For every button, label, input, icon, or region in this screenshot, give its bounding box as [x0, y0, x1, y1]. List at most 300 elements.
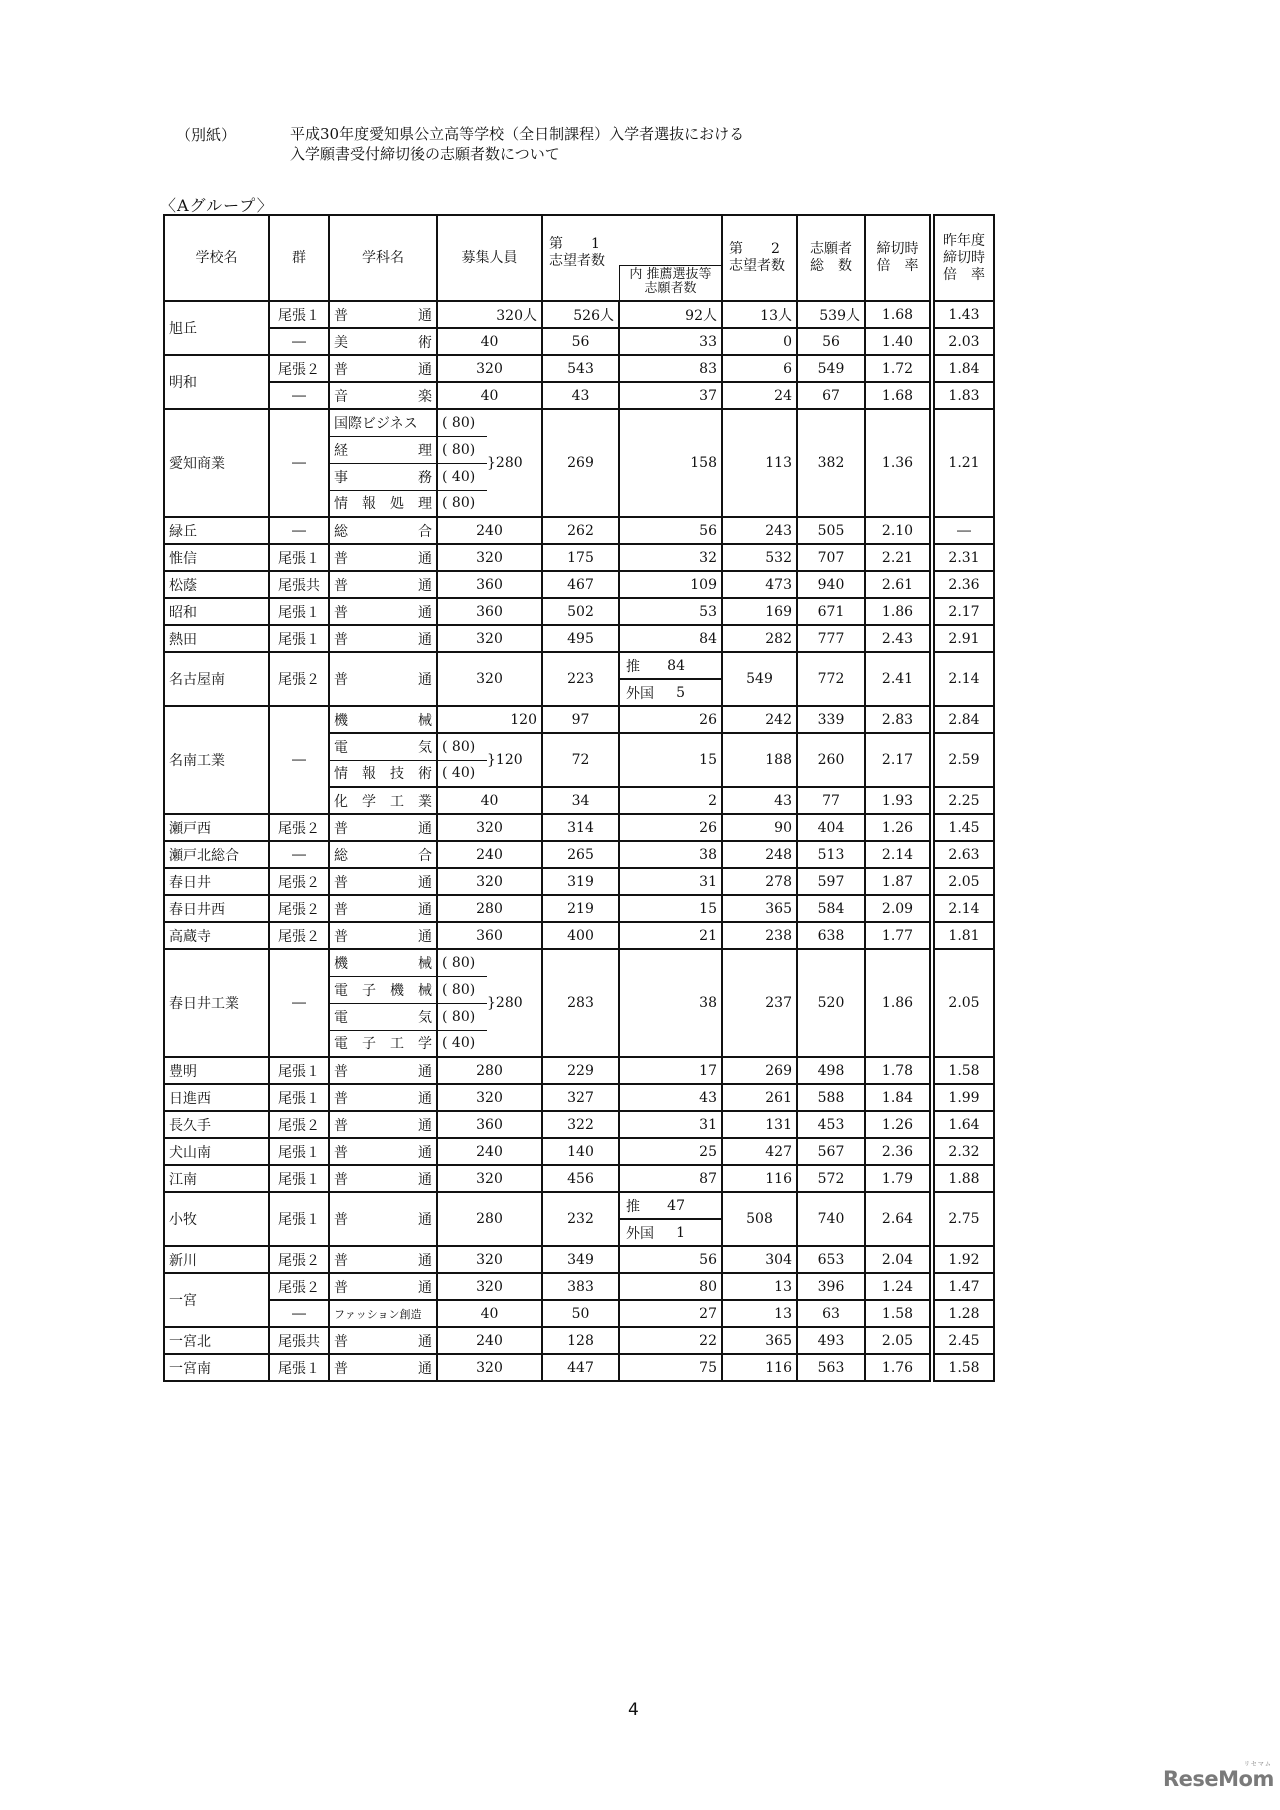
- table-row: [164, 922, 994, 949]
- school-name: 愛知商業: [164, 409, 269, 517]
- gun: 尾張１: [269, 301, 329, 328]
- header-row: [164, 215, 994, 301]
- recommend-foreign: 外国 1: [620, 1218, 721, 1245]
- first-choice: 269: [542, 409, 619, 517]
- col-first-choice: [542, 215, 722, 301]
- last-year-rate: 2.75: [932, 1192, 994, 1246]
- col-total: [797, 215, 865, 301]
- first-choice: 128: [542, 1327, 619, 1354]
- second-choice: 532: [722, 544, 797, 571]
- capacity: 320: [437, 544, 542, 571]
- recommend: 15: [619, 733, 722, 787]
- capacity: 360: [437, 1111, 542, 1138]
- last-year-rate: ―: [932, 517, 994, 544]
- table-row: [164, 706, 994, 733]
- rate: 1.26: [865, 814, 932, 841]
- school-name: 一宮南: [164, 1354, 269, 1381]
- total: 56: [797, 328, 865, 355]
- capacity: 320: [437, 1246, 542, 1273]
- dept: 情 報 技 術: [329, 760, 437, 787]
- dept: 普 通: [329, 1327, 437, 1354]
- capacity: 320: [437, 1165, 542, 1192]
- first-choice: 327: [542, 1084, 619, 1111]
- total: 653: [797, 1246, 865, 1273]
- total: 671: [797, 598, 865, 625]
- table-row: [164, 544, 994, 571]
- total: 597: [797, 868, 865, 895]
- school-name: 江南: [164, 1165, 269, 1192]
- second-choice: 188: [722, 733, 797, 787]
- dept-capacity: ( 80): [437, 1003, 487, 1030]
- rate: 1.68: [865, 301, 932, 328]
- total: 563: [797, 1354, 865, 1381]
- capacity: 240: [437, 1138, 542, 1165]
- gun: ―: [269, 1300, 329, 1327]
- second-bottom: 志望者数: [729, 258, 785, 274]
- logo-kana: リセマム: [1243, 1761, 1272, 1768]
- total: 77: [797, 787, 865, 814]
- brace-icon: }: [487, 752, 496, 768]
- rate: 2.64: [865, 1192, 932, 1246]
- last-year-rate: 2.59: [932, 733, 994, 787]
- table-row: [164, 1246, 994, 1273]
- dept: 美 術: [329, 328, 437, 355]
- first-choice: 140: [542, 1138, 619, 1165]
- capacity: }280: [487, 949, 542, 1057]
- table-row: [164, 1165, 994, 1192]
- school-name: 熱田: [164, 625, 269, 652]
- first-choice: 175: [542, 544, 619, 571]
- school-name: 昭和: [164, 598, 269, 625]
- first-choice-top: 第 1: [549, 236, 600, 252]
- last-year-rate: 2.45: [932, 1327, 994, 1354]
- second-choice: 24: [722, 382, 797, 409]
- dept: 普 通: [329, 868, 437, 895]
- dept-capacity: ( 80): [437, 949, 487, 976]
- school-name: 瀬戸西: [164, 814, 269, 841]
- dept: 普 通: [329, 1246, 437, 1273]
- dept: 普 通: [329, 922, 437, 949]
- rate: 1.79: [865, 1165, 932, 1192]
- dept: ファッション創造: [329, 1300, 437, 1327]
- capacity: 240: [437, 841, 542, 868]
- total: 638: [797, 922, 865, 949]
- rate: 2.10: [865, 517, 932, 544]
- brace-icon: }: [487, 455, 496, 471]
- first-choice: 223: [542, 652, 619, 706]
- table-row: [164, 1354, 994, 1381]
- second-choice: 0: [722, 328, 797, 355]
- last-year-rate: 1.81: [932, 922, 994, 949]
- second-choice: 304: [722, 1246, 797, 1273]
- second-choice: 169: [722, 598, 797, 625]
- first-choice: 283: [542, 949, 619, 1057]
- second-choice: 90: [722, 814, 797, 841]
- recommend: 75: [619, 1354, 722, 1381]
- total: 572: [797, 1165, 865, 1192]
- recommend: 43: [619, 1084, 722, 1111]
- rate: 1.86: [865, 598, 932, 625]
- dept-capacity: ( 80): [437, 733, 487, 760]
- last-year-rate: 2.05: [932, 949, 994, 1057]
- first-choice: 447: [542, 1354, 619, 1381]
- capacity: 240: [437, 517, 542, 544]
- first-choice: 383: [542, 1273, 619, 1300]
- total-top: 志願者: [810, 241, 852, 257]
- capacity: 320: [437, 1354, 542, 1381]
- second-choice: 43: [722, 787, 797, 814]
- gun: 尾張２: [269, 355, 329, 382]
- capacity: 40: [437, 787, 542, 814]
- rate: 1.24: [865, 1273, 932, 1300]
- capacity: 280: [437, 895, 542, 922]
- second-choice: 261: [722, 1084, 797, 1111]
- second-choice: 365: [722, 1327, 797, 1354]
- capacity: 320: [437, 355, 542, 382]
- table-row: [164, 382, 994, 409]
- recommend: 83: [619, 355, 722, 382]
- first-choice: 97: [542, 706, 619, 733]
- first-choice: 34: [542, 787, 619, 814]
- recommend: 87: [619, 1165, 722, 1192]
- recommend: 38: [619, 841, 722, 868]
- table-row: [164, 1138, 994, 1165]
- second-choice: 549: [722, 652, 797, 706]
- rate: 1.36: [865, 409, 932, 517]
- total: 382: [797, 409, 865, 517]
- first-choice: 229: [542, 1057, 619, 1084]
- dept: 情 報 処 理: [329, 490, 437, 517]
- dept: 普 通: [329, 1057, 437, 1084]
- table-row: [164, 895, 994, 922]
- second-top: 第 2: [729, 241, 780, 257]
- recommend-split: [619, 1192, 722, 1246]
- school-name: 惟信: [164, 544, 269, 571]
- second-choice: 269: [722, 1057, 797, 1084]
- table-row: [164, 301, 994, 328]
- school-name: 日進西: [164, 1084, 269, 1111]
- gun: ―: [269, 949, 329, 1057]
- last-year-rate: 1.21: [932, 409, 994, 517]
- school-name: 長久手: [164, 1111, 269, 1138]
- last-year-rate: 2.25: [932, 787, 994, 814]
- dept: 普 通: [329, 652, 437, 706]
- first-choice: 349: [542, 1246, 619, 1273]
- title-line-2: 入学願書受付締切後の志願者数について: [290, 145, 560, 163]
- dept: 機 械: [329, 706, 437, 733]
- gun: 尾張２: [269, 1273, 329, 1300]
- gun: 尾張１: [269, 1192, 329, 1246]
- total: 404: [797, 814, 865, 841]
- col-dept: 学科名: [329, 215, 437, 301]
- last-year-rate: 1.64: [932, 1111, 994, 1138]
- table-row: [164, 868, 994, 895]
- recommend: 31: [619, 1111, 722, 1138]
- recommend: 92人: [619, 301, 722, 328]
- table-row: [164, 1111, 994, 1138]
- col-second-choice: [722, 215, 797, 301]
- col-school: 学校名: [164, 215, 269, 301]
- recommend: 32: [619, 544, 722, 571]
- gun: ―: [269, 841, 329, 868]
- school-name: 明和: [164, 355, 269, 409]
- table-row: [164, 1300, 994, 1327]
- total: 940: [797, 571, 865, 598]
- last-year-rate: 2.14: [932, 895, 994, 922]
- recommend: 31: [619, 868, 722, 895]
- gun: 尾張２: [269, 922, 329, 949]
- rate: 1.93: [865, 787, 932, 814]
- first-choice: 262: [542, 517, 619, 544]
- capacity: 320: [437, 1084, 542, 1111]
- second-choice: 243: [722, 517, 797, 544]
- recommend-split: [619, 652, 722, 706]
- school-name: 新川: [164, 1246, 269, 1273]
- table-row: [164, 652, 994, 706]
- recommend: 38: [619, 949, 722, 1057]
- capacity: 320: [437, 868, 542, 895]
- dept: 電 子 工 学: [329, 1030, 437, 1057]
- dept-capacity: ( 40): [437, 463, 487, 490]
- second-choice: 427: [722, 1138, 797, 1165]
- school-name: 犬山南: [164, 1138, 269, 1165]
- rate: 1.76: [865, 1354, 932, 1381]
- page-number: 4: [628, 1700, 639, 1720]
- col-last-year-rate: [932, 215, 994, 301]
- last-year-rate: 1.43: [932, 301, 994, 328]
- school-name: 一宮北: [164, 1327, 269, 1354]
- last-year-rate: 1.92: [932, 1246, 994, 1273]
- dept: 機 械: [329, 949, 437, 976]
- total: 260: [797, 733, 865, 787]
- document-title: [290, 124, 744, 164]
- first-choice: 526人: [542, 301, 619, 328]
- dept: 電 子 機 械: [329, 976, 437, 1003]
- recommend: 80: [619, 1273, 722, 1300]
- dept: 普 通: [329, 625, 437, 652]
- rate: 1.84: [865, 1084, 932, 1111]
- recommend: 25: [619, 1138, 722, 1165]
- first-choice-label: [549, 236, 605, 270]
- rate: 1.40: [865, 328, 932, 355]
- rate: 2.61: [865, 571, 932, 598]
- total: 63: [797, 1300, 865, 1327]
- rate: 2.04: [865, 1246, 932, 1273]
- second-choice: 6: [722, 355, 797, 382]
- dept-capacity: ( 80): [437, 409, 487, 436]
- total: 453: [797, 1111, 865, 1138]
- total: 539人: [797, 301, 865, 328]
- applicants-table: [163, 214, 995, 1382]
- total: 493: [797, 1327, 865, 1354]
- dept: 普 通: [329, 1354, 437, 1381]
- dept-capacity: ( 80): [437, 436, 487, 463]
- last-mid: 締切時: [943, 249, 985, 266]
- total: 339: [797, 706, 865, 733]
- second-choice: 248: [722, 841, 797, 868]
- rate: 2.05: [865, 1327, 932, 1354]
- first-choice: 467: [542, 571, 619, 598]
- dept-capacity: ( 80): [437, 976, 487, 1003]
- last-year-rate: 2.84: [932, 706, 994, 733]
- gun: 尾張１: [269, 1084, 329, 1111]
- first-choice: 43: [542, 382, 619, 409]
- second-choice: 116: [722, 1354, 797, 1381]
- last-year-rate: 1.83: [932, 382, 994, 409]
- second-choice: 282: [722, 625, 797, 652]
- total: 396: [797, 1273, 865, 1300]
- table-row: [164, 355, 994, 382]
- school-name: 高蔵寺: [164, 922, 269, 949]
- rate: 2.17: [865, 733, 932, 787]
- gun: ―: [269, 328, 329, 355]
- recommend: 17: [619, 1057, 722, 1084]
- recommend: 26: [619, 814, 722, 841]
- school-name: 春日井西: [164, 895, 269, 922]
- table-row: [164, 1084, 994, 1111]
- recommend-suisen: 推 47: [626, 1197, 685, 1215]
- school-name: 春日井工業: [164, 949, 269, 1057]
- gun: ―: [269, 382, 329, 409]
- gun: 尾張２: [269, 895, 329, 922]
- gun: 尾張２: [269, 1111, 329, 1138]
- first-choice: 495: [542, 625, 619, 652]
- dept: 総 合: [329, 517, 437, 544]
- second-choice: 238: [722, 922, 797, 949]
- table-row: [164, 1273, 994, 1300]
- school-name: 一宮: [164, 1273, 269, 1327]
- last-year-rate: 1.47: [932, 1273, 994, 1300]
- total: 520: [797, 949, 865, 1057]
- second-choice: 13: [722, 1273, 797, 1300]
- gun: 尾張１: [269, 598, 329, 625]
- rate: 1.26: [865, 1111, 932, 1138]
- dept: 普 通: [329, 598, 437, 625]
- dept: 総 合: [329, 841, 437, 868]
- logo-text: ReseMom: [1163, 1767, 1274, 1791]
- last-year-rate: 2.14: [932, 652, 994, 706]
- second-choice: 278: [722, 868, 797, 895]
- recommend-sub-header: [619, 265, 721, 300]
- rate: 1.86: [865, 949, 932, 1057]
- title-line-1: 平成30年度愛知県公立高等学校（全日制課程）入学者選抜における: [290, 125, 745, 143]
- dept: 音 楽: [329, 382, 437, 409]
- capacity: }120: [487, 733, 542, 787]
- rate: 2.36: [865, 1138, 932, 1165]
- gun: 尾張２: [269, 652, 329, 706]
- second-choice: 116: [722, 1165, 797, 1192]
- dept: 普 通: [329, 301, 437, 328]
- table-row: [164, 625, 994, 652]
- table-row: [164, 1327, 994, 1354]
- last-year-rate: 1.84: [932, 355, 994, 382]
- dept-capacity: ( 40): [437, 1030, 487, 1057]
- school-name: 豊明: [164, 1057, 269, 1084]
- rate: 1.72: [865, 355, 932, 382]
- capacity: 280: [437, 1057, 542, 1084]
- capacity: 40: [437, 328, 542, 355]
- last-year-rate: 2.63: [932, 841, 994, 868]
- table-row: [164, 949, 994, 976]
- school-name: 名南工業: [164, 706, 269, 814]
- table-row: [164, 1192, 994, 1246]
- capacity: 40: [437, 1300, 542, 1327]
- dept: 国際ビジネス: [329, 409, 437, 436]
- rate: 2.43: [865, 625, 932, 652]
- last-year-rate: 1.58: [932, 1354, 994, 1381]
- gun: 尾張共: [269, 1327, 329, 1354]
- first-choice: 72: [542, 733, 619, 787]
- total: 567: [797, 1138, 865, 1165]
- recommend: 2: [619, 787, 722, 814]
- dept: 普 通: [329, 1138, 437, 1165]
- capacity: 120: [437, 706, 542, 733]
- capacity: 280: [437, 1192, 542, 1246]
- dept: 普 通: [329, 571, 437, 598]
- rate: 1.78: [865, 1057, 932, 1084]
- gun: 尾張共: [269, 571, 329, 598]
- second-choice: 237: [722, 949, 797, 1057]
- gun: 尾張１: [269, 1165, 329, 1192]
- last-year-rate: 2.31: [932, 544, 994, 571]
- dept-capacity: ( 40): [437, 760, 487, 787]
- recommend: 21: [619, 922, 722, 949]
- dept: 普 通: [329, 355, 437, 382]
- capacity: }280: [487, 409, 542, 517]
- dept: 電 気: [329, 1003, 437, 1030]
- gun: 尾張１: [269, 544, 329, 571]
- gun: ―: [269, 706, 329, 814]
- recommend: 27: [619, 1300, 722, 1327]
- school-name: 松蔭: [164, 571, 269, 598]
- first-choice: 322: [542, 1111, 619, 1138]
- recommend: 158: [619, 409, 722, 517]
- col-gun: 群: [269, 215, 329, 301]
- school-name: 旭丘: [164, 301, 269, 355]
- capacity: 320: [437, 652, 542, 706]
- total-bottom: 総 数: [810, 258, 852, 274]
- first-choice: 456: [542, 1165, 619, 1192]
- last-year-rate: 1.58: [932, 1057, 994, 1084]
- school-name: 緑丘: [164, 517, 269, 544]
- first-choice: 543: [542, 355, 619, 382]
- school-name: 小牧: [164, 1192, 269, 1246]
- dept: 普 通: [329, 1084, 437, 1111]
- table-row: [164, 517, 994, 544]
- recommend-bottom: 志願者数: [644, 281, 697, 296]
- total: 513: [797, 841, 865, 868]
- second-choice: 13: [722, 1300, 797, 1327]
- recommend: 53: [619, 598, 722, 625]
- last-bottom: 倍 率: [943, 266, 985, 283]
- capacity: 320人: [437, 301, 542, 328]
- rate: 1.77: [865, 922, 932, 949]
- table-row: [164, 841, 994, 868]
- table-row: [164, 1057, 994, 1084]
- first-choice: 56: [542, 328, 619, 355]
- recommend-foreign: 外国 5: [620, 678, 721, 705]
- first-choice: 219: [542, 895, 619, 922]
- last-year-rate: 2.05: [932, 868, 994, 895]
- gun: 尾張１: [269, 1057, 329, 1084]
- dept: 普 通: [329, 1165, 437, 1192]
- last-top: 昨年度: [943, 232, 985, 249]
- recommend: 84: [619, 625, 722, 652]
- attachment-label: （別紙）: [176, 126, 237, 144]
- last-year-rate: 2.36: [932, 571, 994, 598]
- recommend-top: 内 推薦選抜等: [629, 267, 712, 282]
- recommend: 56: [619, 517, 722, 544]
